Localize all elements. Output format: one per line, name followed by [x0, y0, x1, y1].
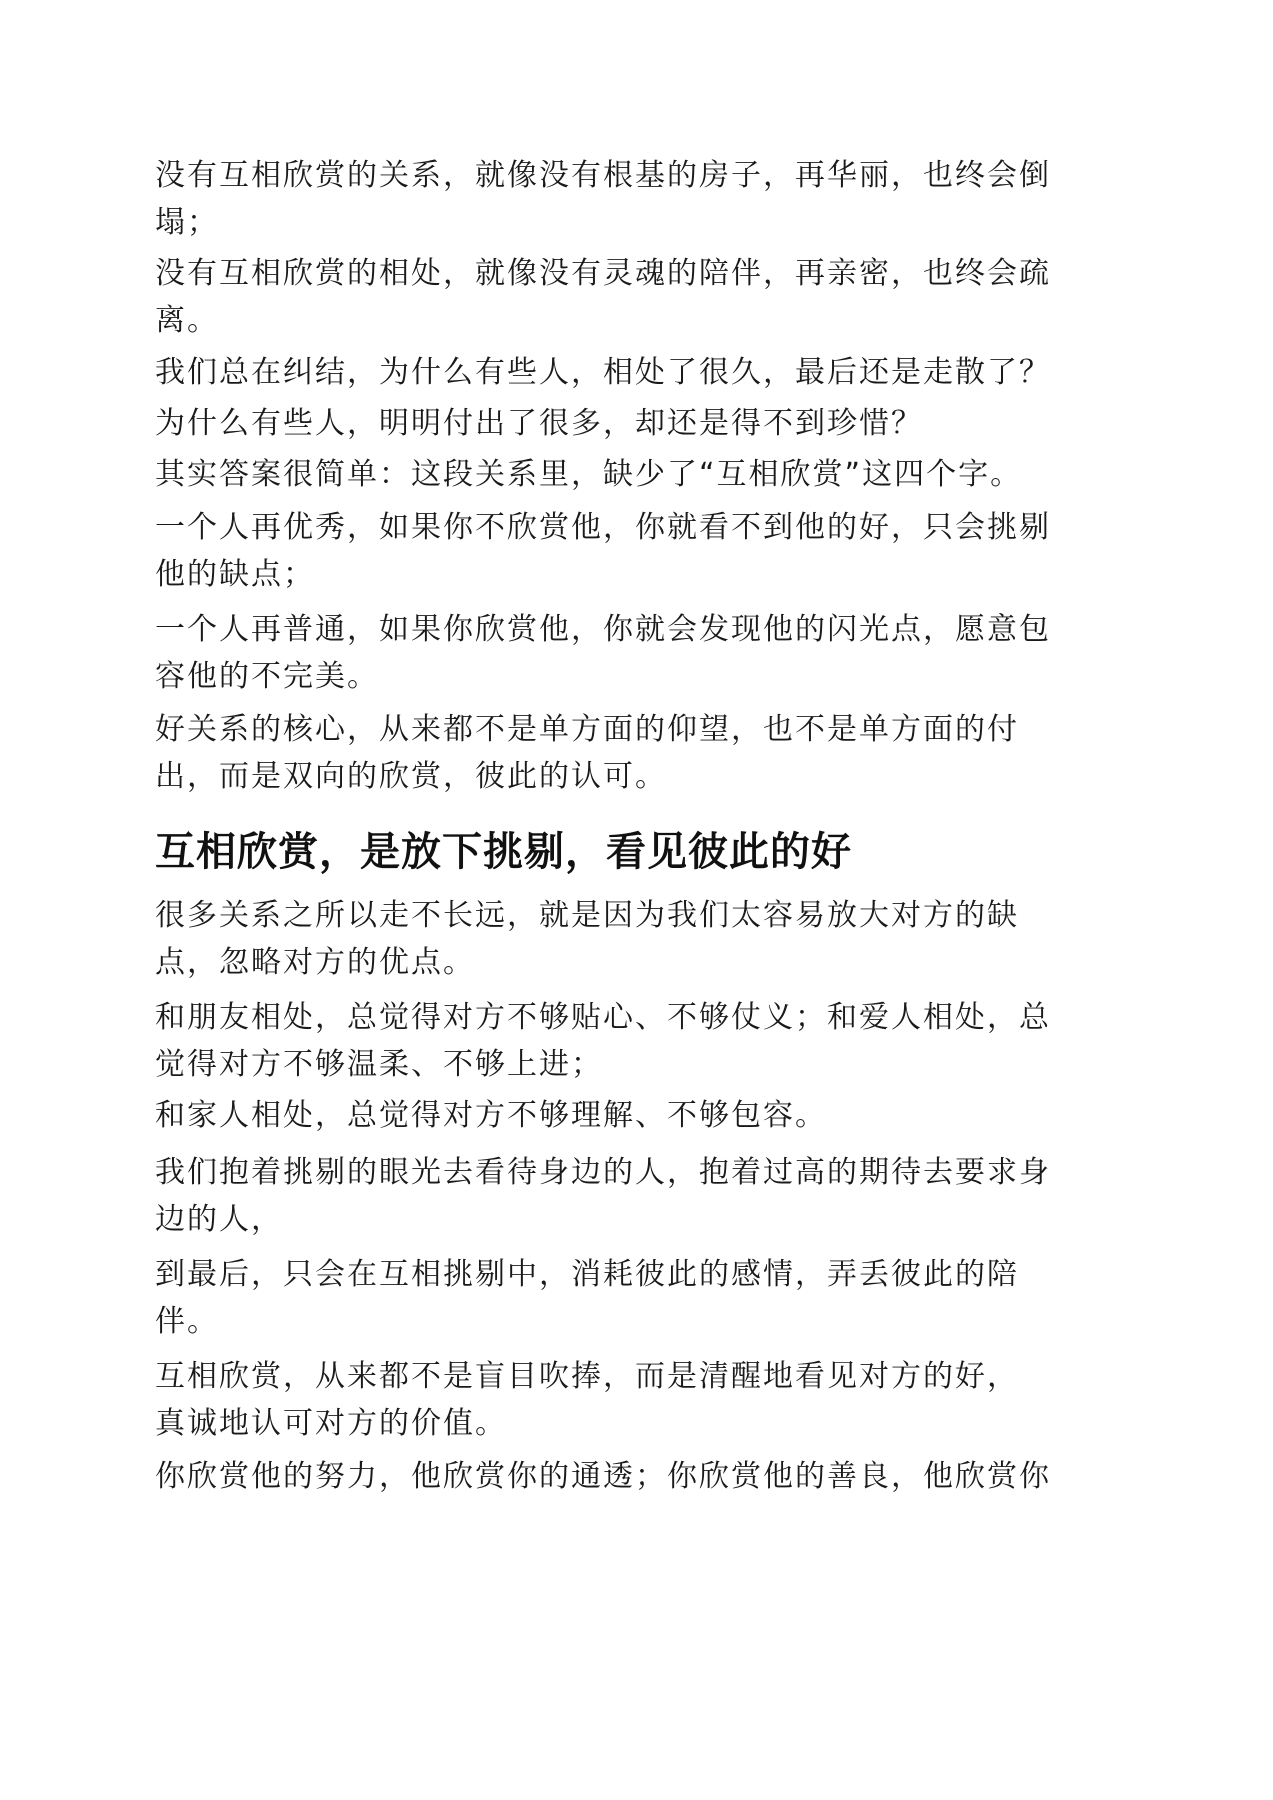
paragraph [155, 504, 1115, 598]
text-line: 和家人相处，总觉得对方不够理解、不够包容。 [155, 1098, 827, 1133]
text-line: 点，忽略对方的优点。 [155, 945, 475, 980]
paragraph [155, 1453, 1115, 1500]
text-line: 和朋友相处，总觉得对方不够贴心、不够仗义；和爱人相处，总 [155, 1000, 1051, 1035]
paragraph [155, 349, 1115, 396]
text-line: 一个人再普通，如果你欣赏他，你就会发现他的闪光点，愿意包 [155, 612, 1051, 647]
text-line: 出，而是双向的欣赏，彼此的认可。 [155, 759, 667, 794]
text-line: 我们抱着挑剔的眼光去看待身边的人，抱着过高的期待去要求身 [155, 1155, 1051, 1190]
text-line: 好关系的核心，从来都不是单方面的仰望，也不是单方面的付 [155, 712, 1019, 747]
text-line: 离。 [155, 303, 219, 338]
paragraph [155, 892, 1115, 986]
text-line: 容他的不完美。 [155, 659, 379, 694]
text-line: 为什么有些人，明明付出了很多，却还是得不到珍惜？ [155, 406, 923, 441]
text-line: 他的缺点； [155, 557, 315, 592]
paragraph [155, 1251, 1115, 1345]
text-line: 边的人， [155, 1202, 283, 1237]
paragraph [155, 152, 1115, 246]
paragraph [155, 250, 1115, 344]
text-line: 很多关系之所以走不长远，就是因为我们太容易放大对方的缺 [155, 898, 1019, 933]
text-line: 一个人再优秀，如果你不欣赏他，你就看不到他的好，只会挑剔 [155, 510, 1051, 545]
paragraph [155, 706, 1115, 800]
paragraph [155, 1149, 1115, 1243]
text-line: 你欣赏他的努力，他欣赏你的通透；你欣赏他的善良，他欣赏你 [155, 1459, 1051, 1494]
text-line: 到最后，只会在互相挑剔中，消耗彼此的感情，弄丢彼此的陪 [155, 1257, 1019, 1292]
text-line: 其实答案很简单：这段关系里，缺少了“互相欣赏”这四个字。 [155, 457, 1023, 492]
text-line: 我们总在纠结，为什么有些人，相处了很久，最后还是走散了？ [155, 355, 1051, 390]
section-heading: 互相欣赏，是放下挑剔，看见彼此的好 [155, 829, 852, 875]
text-line: 互相欣赏，从来都不是盲目吹捧，而是清醒地看见对方的好， [155, 1359, 1019, 1394]
text-line: 伴。 [155, 1304, 219, 1339]
paragraph [155, 606, 1115, 700]
text-line: 真诚地认可对方的价值。 [155, 1406, 507, 1441]
text-line: 觉得对方不够温柔、不够上进； [155, 1047, 603, 1082]
paragraph [155, 994, 1115, 1088]
paragraph [155, 1353, 1115, 1447]
paragraph [155, 1092, 1115, 1139]
text-line: 没有互相欣赏的关系，就像没有根基的房子，再华丽，也终会倒 [155, 158, 1051, 193]
paragraph [155, 451, 1115, 498]
text-line: 没有互相欣赏的相处，就像没有灵魂的陪伴，再亲密，也终会疏 [155, 256, 1051, 291]
text-line: 塌； [155, 205, 219, 240]
article-body [155, 152, 1115, 1500]
paragraph [155, 400, 1115, 447]
